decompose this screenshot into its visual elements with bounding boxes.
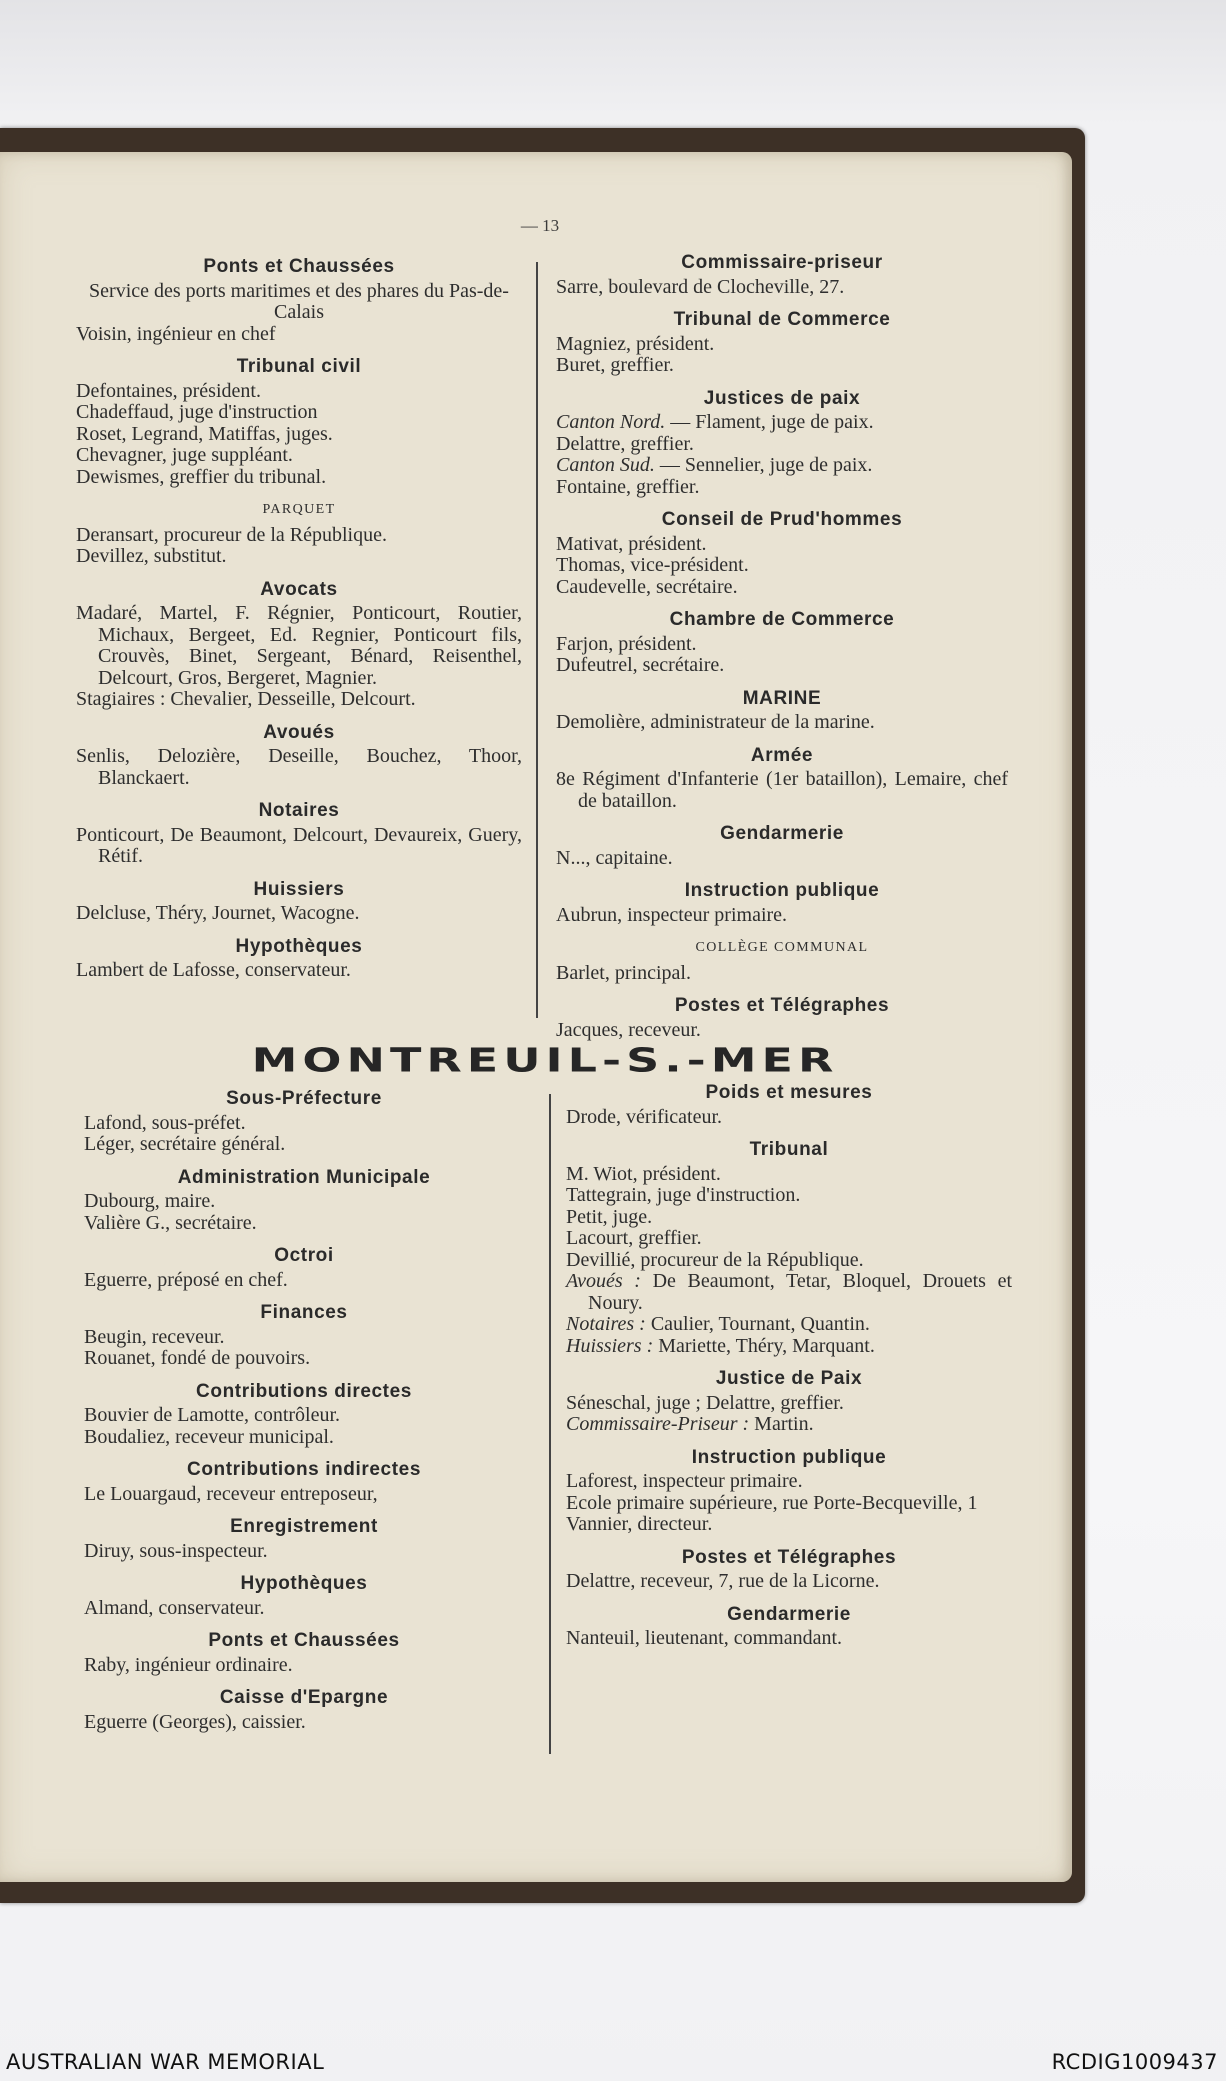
entry-line: Chadeffaud, juge d'instruction [76, 401, 318, 423]
section-heading: Chambre de Commerce [669, 609, 895, 630]
entry-line: Voisin, ingénieur en chef [76, 322, 276, 345]
entry-line: Lafond, sous-préfet. [84, 1111, 246, 1134]
section-heading: Tribunal civil [236, 356, 362, 377]
entry-line: Le Louargaud, receveur entreposeur, [84, 1482, 378, 1505]
entry-line: Eguerre (Georges), caissier. [84, 1710, 306, 1733]
subsection-heading: COLLÈGE COMMUNAL [695, 940, 869, 955]
entry-line: Ponticourt, De Beaumont, Delcourt, Devaureix, Guery, Rétif. [76, 823, 522, 867]
section-heading: Notaires [258, 800, 340, 821]
entry-text: Caulier, Tournant, Quantin. [645, 1313, 870, 1335]
section-heading: Enregistrement [230, 1516, 378, 1537]
section-heading: MARINE [742, 687, 822, 709]
footer-right: RCDIG1009437 [1051, 2050, 1218, 2074]
entry-line: Thomas, vice-président. [556, 554, 749, 576]
entry-line: Delcluse, Théry, Journet, Wacogne. [76, 902, 360, 924]
section-title: MONTREUIL-S.-MER [251, 1040, 839, 1080]
section-heading: Instruction publique [684, 880, 880, 901]
entry-text: — Flament, juge de paix. [665, 411, 874, 433]
entry-line: Almand, conservateur. [84, 1596, 265, 1619]
entry-line: Roset, Legrand, Matiffas, juges. [76, 422, 333, 445]
section-heading: Gendarmerie [720, 823, 844, 844]
entry-line: Devillié, procureur de la République. [566, 1248, 864, 1271]
section-heading: Conseil de Prud'hommes [661, 509, 903, 530]
entry-text: — Sennelier, juge de paix. [654, 454, 873, 476]
entry-line: Sarre, boulevard de Clocheville, 27. [556, 275, 845, 298]
section-heading: Justice de Paix [715, 1368, 863, 1389]
entry-line: Nanteuil, lieutenant, commandant. [566, 1627, 843, 1649]
entry-label: Avoués : [566, 1270, 641, 1292]
entry-line: Jacques, receveur. [556, 1018, 701, 1041]
entry-line [556, 412, 1008, 434]
entry-line: Eguerre, préposé en chef. [84, 1268, 288, 1291]
entry-line: Chevagner, juge suppléant. [76, 444, 293, 466]
entry-line: Deransart, procureur de la République. [76, 523, 387, 546]
section-heading: Contributions directes [196, 1380, 412, 1402]
entry-line: Valière G., secrétaire. [84, 1211, 257, 1234]
entry-line: Séneschal, juge ; Delattre, greffier. [566, 1391, 844, 1414]
entry-line: Devillez, substitut. [76, 545, 227, 567]
section-heading: Sous-Préfecture [226, 1088, 382, 1109]
entry-line: Magniez, président. [556, 332, 715, 355]
section-heading: Commissaire-priseur [681, 252, 883, 273]
entry-line: Lacourt, greffier. [566, 1227, 702, 1249]
entry-label: Notaires : [566, 1313, 646, 1335]
section-heading: Avoués [263, 721, 335, 743]
section-heading: Instruction publique [691, 1446, 887, 1468]
entry-label: Canton Sud. [556, 454, 655, 476]
entry-line: Defontaines, président. [76, 379, 261, 402]
page-number: — 13 [520, 216, 560, 235]
entry-line: Diruy, sous-inspecteur. [84, 1539, 268, 1562]
section-heading: Ponts et Chaussées [208, 1630, 400, 1651]
entry-line: Madaré, Martel, F. Régnier, Ponticourt, Routier, Michaux, Bergeet, Ed. Regnier, Ponticourt fils, Crouvès, Binet, Sergeant, Bénard, Reisenthel, Delcourt, Gros, Bergeret, Magnier. [76, 602, 522, 689]
entry-line: Aubrun, inspecteur primaire. [556, 903, 788, 926]
entry-line: Vannier, directeur. [566, 1513, 713, 1535]
entry-line: Laforest, inspecteur primaire. [566, 1470, 803, 1492]
entry-line: Delattre, greffier. [556, 432, 694, 455]
entry-line: Fontaine, greffier. [556, 475, 700, 498]
entry-line: Barlet, principal. [556, 961, 691, 984]
entry-line: Mativat, président. [556, 532, 707, 555]
section-heading: Armée [750, 744, 814, 766]
entry-label: Commissaire-Priseur : [566, 1413, 750, 1435]
entry-line [556, 455, 1008, 477]
section-heading: Administration Municipale [177, 1166, 431, 1188]
entry-line: Dewismes, greffier du tribunal. [76, 465, 327, 488]
entry-line [566, 1414, 1012, 1436]
section-heading: Justices de paix [703, 387, 861, 409]
entry-line: 8e Régiment d'Infanterie (1er bataillon), Lemaire, chef de bataillon. [556, 768, 1008, 812]
entry-line: Service des ports maritimes et des phares du Pas-de-Calais [89, 279, 509, 323]
entry-line [566, 1336, 1012, 1358]
entry-line: Léger, secrétaire général. [84, 1133, 286, 1155]
entry-line: Dubourg, maire. [84, 1190, 216, 1212]
entry-line: Farjon, président. [556, 632, 697, 655]
entry-line: Bouvier de Lamotte, contrôleur. [84, 1404, 341, 1426]
section-heading: Hypothèques [235, 935, 363, 957]
column-divider-lower [549, 1094, 551, 1754]
entry-label: Canton Nord. [556, 411, 666, 433]
entry-text: Martin. [749, 1413, 814, 1435]
entry-text: Mariette, Théry, Marquant. [653, 1334, 875, 1357]
entry-line: Petit, juge. [566, 1205, 653, 1228]
entry-line: Demolière, administrateur de la marine. [556, 711, 875, 733]
entry-line [566, 1271, 1012, 1314]
bottom-left-column [84, 1088, 524, 1733]
section-heading: Ponts et Chaussées [203, 256, 395, 277]
section-heading: Gendarmerie [727, 1603, 851, 1625]
entry-line: Senlis, Delozière, Deseille, Bouchez, Thoor, Blanckaert. [76, 745, 522, 789]
section-heading: Postes et Télégraphes [681, 1546, 897, 1568]
section-heading: Finances [260, 1302, 348, 1323]
footer-left: AUSTRALIAN WAR MEMORIAL [6, 2050, 325, 2074]
column-divider [536, 262, 538, 1018]
entry-line: Boudaliez, receveur municipal. [84, 1425, 334, 1448]
entry-line: Caudevelle, secrétaire. [556, 575, 738, 598]
entry-line: Beugin, receveur. [84, 1325, 225, 1348]
subsection-heading: PARQUET [262, 502, 336, 517]
entry-line: Raby, ingénieur ordinaire. [84, 1653, 293, 1676]
entry-line: Drode, vérificateur. [566, 1105, 723, 1128]
entry-line [566, 1314, 1012, 1336]
top-left-column [76, 256, 522, 982]
section-heading: Poids et mesures [705, 1082, 873, 1103]
section-heading: Hypothèques [240, 1573, 368, 1594]
section-heading: Caisse d'Epargne [219, 1687, 389, 1708]
entry-label: Huissiers : [566, 1334, 654, 1357]
entry-line: Dufeutrel, secrétaire. [556, 654, 725, 676]
entry-line: M. Wiot, président. [566, 1162, 721, 1185]
section-heading: Tribunal de Commerce [673, 309, 891, 330]
bottom-right-column [566, 1082, 1012, 1650]
section-heading: Avocats [260, 578, 338, 600]
top-right-column [556, 252, 1008, 1041]
entry-line: Rouanet, fondé de pouvoirs. [84, 1347, 311, 1369]
entry-line: Delattre, receveur, 7, rue de la Licorne. [566, 1570, 880, 1592]
section-heading: Octroi [274, 1245, 334, 1266]
entry-text: De Beaumont, Tetar, Bloquel, Drouets et Noury. [588, 1270, 1012, 1314]
section-heading: Tribunal [749, 1139, 829, 1160]
entry-line: N..., capitaine. [556, 846, 673, 869]
entry-line: Buret, greffier. [556, 354, 674, 376]
entry-line: Ecole primaire supérieure, rue Porte-Becqueville, 1 [566, 1491, 978, 1514]
section-heading: Postes et Télégraphes [674, 995, 890, 1016]
section-heading: Contributions indirectes [187, 1459, 421, 1480]
entry-line: Stagiaires : Chevalier, Desseille, Delcourt. [76, 688, 416, 710]
entry-line: Tattegrain, juge d'instruction. [566, 1184, 801, 1206]
section-heading: Huissiers [253, 878, 345, 900]
entry-line: Lambert de Lafosse, conservateur. [76, 959, 351, 981]
